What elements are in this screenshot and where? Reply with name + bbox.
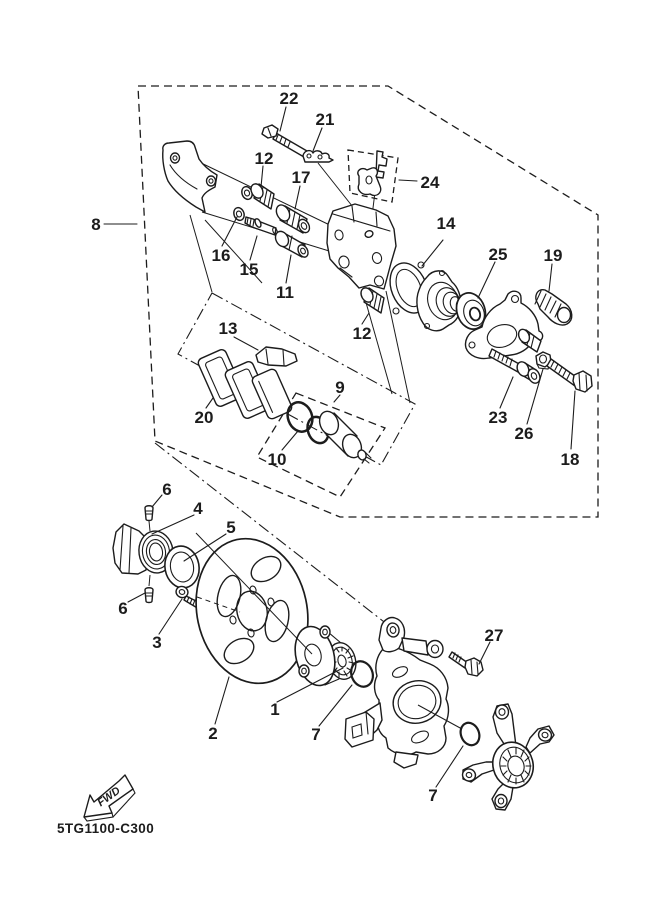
callout-15: 15 xyxy=(239,260,259,279)
bushing-12b xyxy=(359,286,384,313)
boot-11 xyxy=(273,229,310,259)
callout-8: 8 xyxy=(91,215,101,234)
callout-25: 25 xyxy=(488,245,508,264)
diagram-code: 5TG1100-C300 xyxy=(57,821,155,836)
callout-26: 26 xyxy=(514,424,534,443)
wheel-hub-1 xyxy=(289,622,359,689)
bearing-housing xyxy=(417,271,464,331)
callout-22: 22 xyxy=(279,89,299,108)
callout-7-a: 7 xyxy=(311,725,321,744)
callout-labels xyxy=(91,89,579,805)
bolt-27 xyxy=(449,652,483,676)
callout-1: 1 xyxy=(270,700,280,719)
callout-3: 3 xyxy=(152,633,162,652)
sprocket-hub xyxy=(461,704,554,810)
knuckle xyxy=(345,618,448,768)
washer-16 xyxy=(232,206,246,222)
callout-16: 16 xyxy=(211,246,231,265)
callout-11: 11 xyxy=(276,283,294,302)
set-screw-6a xyxy=(145,506,153,531)
callout-18: 18 xyxy=(560,450,580,469)
caliper-body xyxy=(327,204,396,289)
callout-14: 14 xyxy=(436,214,456,233)
set-screw-6b xyxy=(145,575,153,603)
callout-9: 9 xyxy=(335,378,345,397)
callout-17: 17 xyxy=(291,168,311,187)
callout-2: 2 xyxy=(208,724,218,743)
pad-pin-clip-21 xyxy=(303,151,333,162)
bleed-screw-and-cap-24 xyxy=(358,151,387,195)
callout-12-b: 12 xyxy=(352,324,372,343)
callout-19: 19 xyxy=(543,246,563,265)
callout-4: 4 xyxy=(193,499,203,518)
callout-13: 13 xyxy=(218,319,238,338)
callout-12-a: 12 xyxy=(254,149,274,168)
bolt-18 xyxy=(547,359,592,392)
caliper-bracket xyxy=(163,141,217,212)
callout-6-b: 6 xyxy=(118,599,128,618)
callout-20: 20 xyxy=(194,408,214,427)
callout-5: 5 xyxy=(226,518,236,537)
pad-spring-13 xyxy=(256,347,297,366)
spring-19 xyxy=(535,290,572,325)
caliper-piston xyxy=(316,409,371,463)
callout-7-b: 7 xyxy=(428,786,438,805)
pin-15 xyxy=(245,217,278,235)
callout-6-a: 6 xyxy=(162,480,172,499)
callout-10: 10 xyxy=(267,450,287,469)
callout-23: 23 xyxy=(488,408,508,427)
callout-27: 27 xyxy=(484,626,504,645)
callout-21: 21 xyxy=(315,110,335,129)
o-ring-7b xyxy=(457,720,482,748)
fwd-arrow-label: FWD xyxy=(95,784,123,810)
fwd-direction-arrow xyxy=(84,775,135,821)
callout-24: 24 xyxy=(420,173,440,192)
